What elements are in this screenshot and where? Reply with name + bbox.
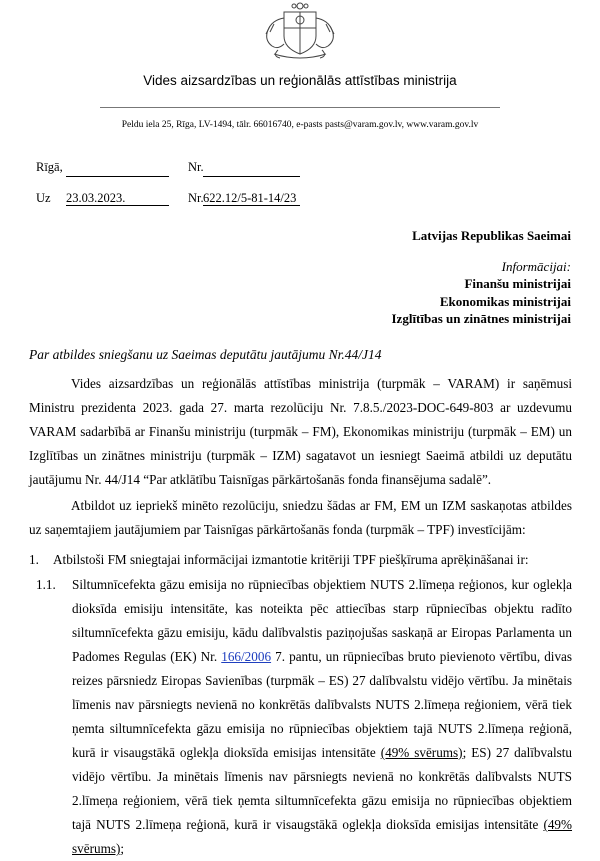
subitem-number: 1.1. <box>36 577 56 592</box>
item-text: Atbilstoši FM sniegtajai informācijai izmantotie kritēriji TPF piešķīruma aprēķināšanai ir: <box>53 552 529 567</box>
date-blank <box>66 176 169 177</box>
subitem-text-1: Siltumnīcefekta gāzu emisija no rūpniecības objektiem NUTS 2.līmeņa reģionos, kur oglekļa dioksīda emisiju intensitāte, kas noteikta pēc attiecības starp rūpniecības objektu radīto siltumnīcefekta gāzu emisiju, kādu dalībvalstis paziņojušas saskaņā ar Eiropas Parlamenta un Padomes Regulas (EK) Nr. <box>72 577 572 664</box>
nr-label-2: Nr. <box>188 191 204 205</box>
subject-line: Par atbildes sniegšanu uz Saeimas deputātu jautājumu Nr.44/J14 <box>29 347 382 362</box>
main-recipient: Latvijas Republikas Saeimai <box>412 228 571 243</box>
uz-date-underline <box>66 205 169 206</box>
info-label: Informācijai: <box>501 258 571 274</box>
subitem-text-2: 7. pantu, un rūpniecības bruto pievienoto vērtību, divas reizes pārsniedz Eiropas Savienības (turpmāk – ES) 27 dalībvalstu vidējo vērtību. Ja minētais līmenis nav pārsniegts nevienā no konkrētās dalībvalsts NUTS 2.līmeņa reģioniem, vērā tiek ņemta siltumnīcefekta gāzu emisija no rūpniecības objektiem tajā NUTS 2.līmeņa reģionā, kurā ir visaugstākā oglekļa dioksīda emisijas intensitāte <box>72 649 573 760</box>
regulation-link[interactable]: 166/2006 <box>221 649 272 664</box>
reference-underline <box>203 205 300 206</box>
header-divider <box>100 107 500 108</box>
recipient-item: Ekonomikas ministrijai <box>439 293 571 309</box>
paragraph-answer: Atbildot uz iepriekš minēto rezolūciju, sniedzu šādas ar FM, EM un IZM saskaņotas atbildes uz saņemtajiem jautājumiem par Taisnīgas pārkārtošanās fonda (turpmāk – TPF) investīcijām: <box>29 498 572 537</box>
recipient-item: Finanšu ministrijai <box>464 276 571 291</box>
subitem-text-3: ; ES) 27 dalībvalstu vidējo vērtību. Ja minētais līmenis nav pārsniegts nevienā no konkrētās dalībvalsts NUTS 2.līmeņa reģioniem, vērā tiek ņemta siltumnīcefekta gāzu emisija no rūpniecības objektiem tajā NUTS 2.līmeņa reģionā, kurā ir visaugstākā oglekļa dioksīda emisijas intensitāte <box>72 745 572 832</box>
uz-label: Uz <box>36 191 51 205</box>
place-label: Rīgā, <box>36 160 63 174</box>
list-item-1-1 <box>36 573 572 861</box>
reference-number: 622.12/5-81-14/23 <box>203 191 297 205</box>
ministry-name: Vides aizsardzības un reģionālās attīstības ministrija <box>143 73 457 88</box>
coat-of-arms-logo <box>254 0 346 62</box>
nr-blank <box>203 176 300 177</box>
list-item-1 <box>29 548 572 572</box>
item-number: 1. <box>29 552 39 567</box>
subitem-text-4: ; <box>120 841 125 856</box>
weight-note-1: (49% svērums) <box>380 745 463 760</box>
recipients-block <box>271 227 571 328</box>
nr-label: Nr. <box>188 160 204 174</box>
uz-date: 23.03.2023. <box>66 191 126 205</box>
paragraph-intro: Vides aizsardzības un reģionālās attīstības ministrija (turpmāk – VARAM) ir saņēmusi Ministru prezidenta 2023. gada 27. marta rezolūciju Nr. 7.8.5./2023-DOC-649-803 ar uzdevumu VARAM sadarbībā ar Finanšu ministriju (turpmāk – FM), Ekonomikas ministriju (turpmāk – EM) un Izglītības un zinātnes ministriju (turpmāk – IZM) sagatavot un iesniegt Saeimā atbildi uz deputātu jautājumu Nr. 44/J14 “Par atklātību Taisnīgas pārkārtošanās fonda finansējuma sadalē”. <box>29 376 572 487</box>
recipient-item: Izglītības un zinātnes ministrijai <box>391 311 571 326</box>
contact-line: Peldu iela 25, Rīga, LV-1494, tālr. 66016740, e-pasts pasts@varam.gov.lv, www.varam.gov.lv <box>121 120 479 130</box>
weight-note-2: (49% svērums) <box>72 817 573 856</box>
